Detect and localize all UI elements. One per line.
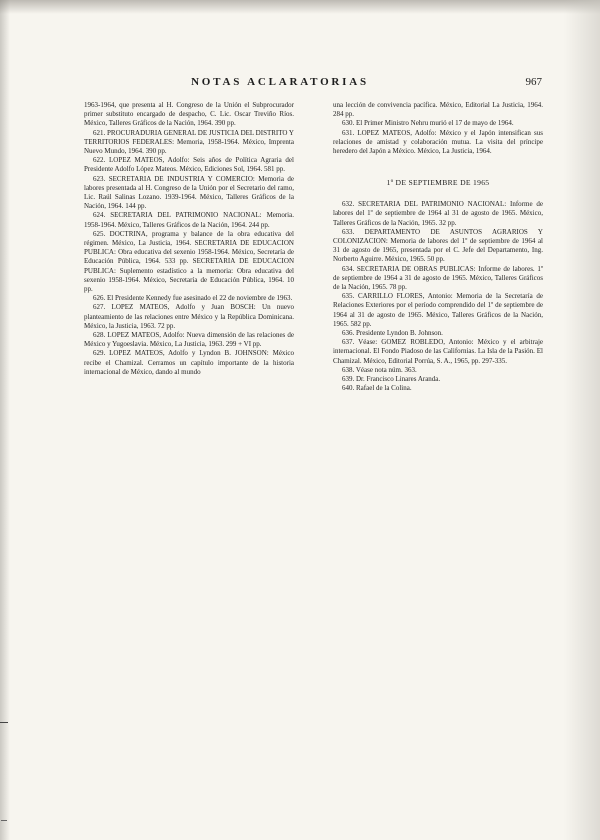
note-entry-622: 622. LOPEZ MATEOS, Adolfo: Seis años de Política Agraria del Presidente Adolfo López Mateos. México, Ediciones Sol, 1964. 581 pp.: [84, 156, 294, 174]
note-entry-638: 638. Véase nota núm. 363.: [342, 365, 417, 374]
note-entry-636: 636. Presidente Lyndon B. Johnson.: [342, 329, 443, 338]
continued-paragraph: una lección de convivencia pacífica. México, Editorial La Justicia, 1964. 284 pp.: [333, 101, 543, 119]
note-entry-625: 625. DOCTRINA, programa y balance de la obra educativa del régimen. México, La Justicia, 1964. SECRETARIA DE EDUCACION PUBLICA: Obra educativa del sexenio 1958-1964. México, Secretaría de Educación Pública, 1964. 533 pp. SECRETARIA DE EDUCACION PUBLICA: Suplemento estadístico a la memoria: Obra educativa del sexenio 1958-1964. México, Secretaría de Educación Pública, 1964. 10 pp.: [84, 229, 294, 294]
note-entry-627: 627. LOPEZ MATEOS, Adolfo y Juan BOSCH: Un nuevo planteamiento de las relaciones entre México y la República Dominicana. México, la Justicia, 1963. 72 pp.: [84, 303, 294, 330]
header-title: NOTAS ACLARATORIAS: [191, 76, 369, 88]
note-entry-621: 621. PROCURADURIA GENERAL DE JUSTICIA DEL DISTRITO Y TERRITORIOS FEDERALES: Memoria, 1958-1964. México, Imprenta Nuevo Mundo, 1964. 390 pp.: [84, 128, 294, 156]
note-entry-624: 624. SECRETARIA DEL PATRIMONIO NACIONAL: Memoria. 1958-1964. México, Talleres Gráficos de la Nación, 1964. 244 pp.: [84, 211, 294, 229]
scan-edge-left: [0, 0, 10, 840]
continued-paragraph: 1963-1964, que presenta al H. Congreso de la Unión el Subprocurador primer substituto encargado de despacho, C. Lic. Oscar Treviño Ríos. México, Talleres Gráficos de la Nación, 1964. 390 pp.: [84, 101, 294, 128]
note-entry-634: 634. SECRETARIA DE OBRAS PUBLICAS: Informe de labores. 1º de septiembre de 1964 a 31 de agosto de 1965. México, Talleres Gráficos de la Nación, 1965. 78 pp.: [333, 264, 543, 292]
note-entry-640: 640. Rafael de la Colina.: [342, 384, 412, 393]
left-column: [84, 101, 294, 377]
scan-edge-right: [564, 0, 600, 840]
note-entry-623: 623. SECRETARIA DE INDUSTRIA Y COMERCIO: Memoria de labores presentada al H. Congreso de la Unión por el Secretario del ramo, Lic. Raúl Salinas Lozano. 1939-1964. México, Talleres Gráficos de la Nación, 1964. 144 pp.: [84, 174, 294, 211]
scan-edge-top: [0, 0, 600, 14]
section-heading: 1º DE SEPTIEMBRE DE 1965: [386, 178, 490, 188]
note-entry-637: 637. Véase: GOMEZ ROBLEDO, Antonio: México y el arbitraje internacional. El Fondo Piadoso de las Californias. La Isla de la Pasión. El Chamizal. México, Editorial Porrúa, S. A., 1965, pp. 297-335.: [333, 338, 543, 365]
note-entry-639: 639. Dr. Francisco Linares Aranda.: [342, 375, 441, 384]
page-number: 967: [525, 76, 542, 88]
note-entry-631: 631. LOPEZ MATEOS, Adolfo: México y el Japón intensifican sus relaciones de amistad y colaboración mutua. La visita del príncipe heredero del Japón a México. México, La Justicia, 1964.: [333, 128, 543, 156]
margin-mark: [0, 722, 8, 723]
margin-mark: [1, 820, 7, 821]
note-entry-632: 632. SECRETARIA DEL PATRIMONIO NACIONAL: Informe de labores del 1º de septiembre de 1964 al 31 de agosto de 1965. México, Talleres Gráficos de la Nación, 1965. 32 pp.: [333, 200, 543, 227]
running-header: [80, 76, 542, 92]
note-entry-629: 629. LOPEZ MATEOS, Adolfo y Lyndon B. JOHNSON: México recibe el Chamizal. Cerramos un capítulo importante de la historia internacional de México, dando al mundo: [84, 349, 294, 376]
note-entry-630: 630. El Primer Ministro Nehru murió el 17 de mayo de 1964.: [342, 119, 514, 128]
note-entry-628: 628. LOPEZ MATEOS, Adolfo: Nueva dimensión de las relaciones de México y Yugoeslavia. México, La Justicia, 1963. 299 + VI pp.: [84, 331, 294, 349]
note-entry-626: 626. El Presidente Kennedy fue asesinado el 22 de noviembre de 1963.: [93, 294, 293, 303]
note-entry-633: 633. DEPARTAMENTO DE ASUNTOS AGRARIOS Y COLONIZACION: Memoria de labores del 1º de septiembre de 1964 al 31 de agosto de 1965, presentada por el C. Jefe del Departamento, Ing. Norberto Aguirre. México, 1965. 50 pp.: [333, 227, 543, 264]
note-entry-635: 635. CARRILLO FLORES, Antonio: Memoria de la Secretaría de Relaciones Exteriores por el período comprendido del 1º de septiembre de 1964 al 31 de agosto de 1965. México, Talleres Gráficos de la Nación, 1965. 582 pp.: [333, 292, 543, 328]
right-column: [333, 101, 543, 393]
